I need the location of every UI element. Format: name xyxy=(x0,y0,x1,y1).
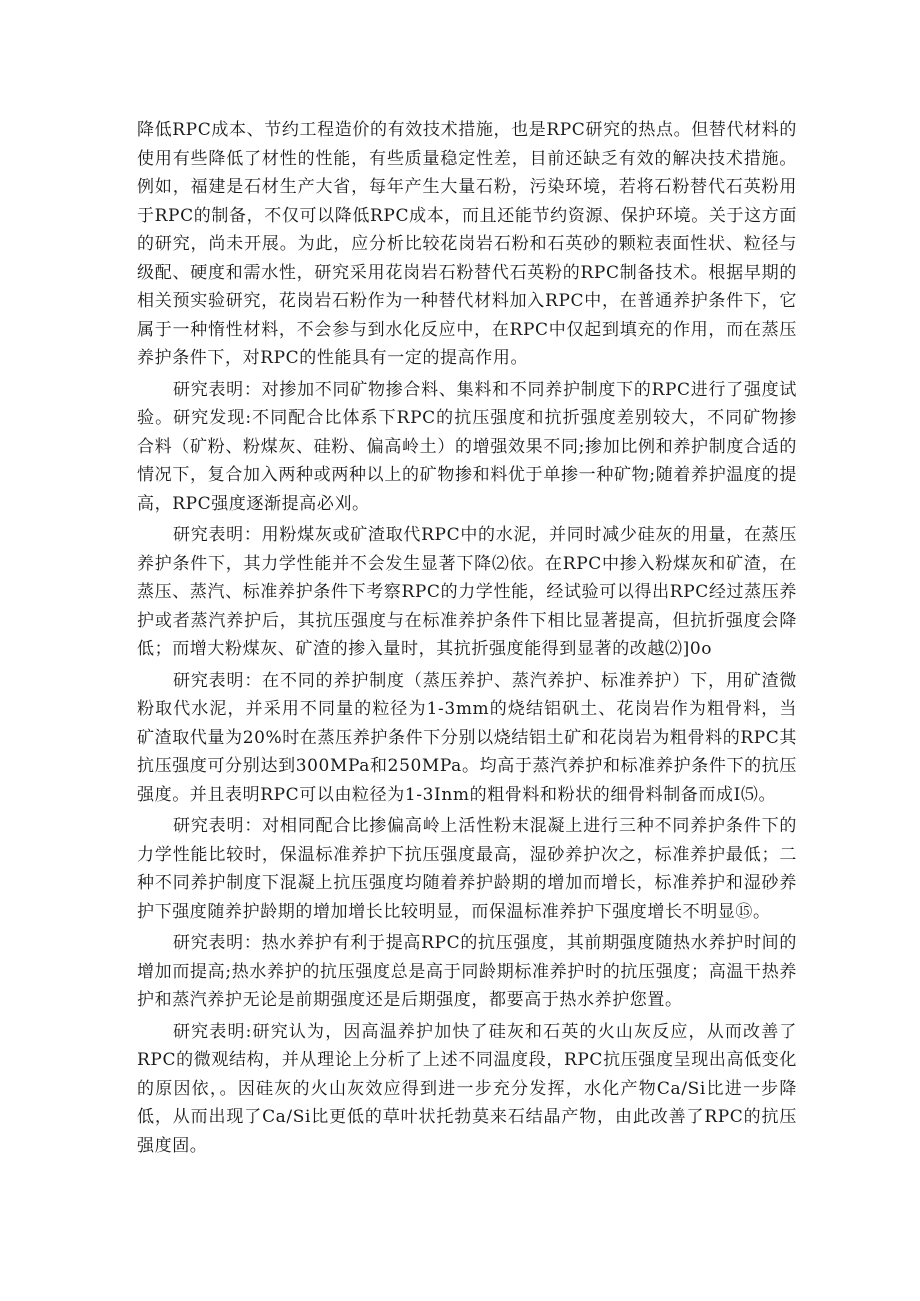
paragraph-4: 研究表明：在不同的养护制度（蒸压养护、蒸汽养护、标准养护）下，用矿渣微粉取代水泥，并采用不同量的粒径为1-3mm的烧结铝矾土、花岗岩作为粗骨料，当矿渣取代量为20%时在蒸压养护条件下分别以烧结铝土矿和花岗岩为粗骨料的RPC其抗压强度可分别达到300MPa和250MPa。均高于蒸汽养护和标准养护条件下的抗压强度。并且表明RPC可以由粒径为1-3Inm的粗骨料和粉状的细骨料制备而成I⑸。 xyxy=(137,670,797,805)
paragraph-7: 研究表明:研究认为，因高温养护加快了硅灰和石英的火山灰反应，从而改善了RPC的微观结构，并从理论上分析了上述不同温度段，RPC抗压强度呈现出高低变化的原因依，。因硅灰的火山灰效应得到进一步充分发挥，水化产物Ca/Si比进一步降低，从而出现了Ca/Si比更低的草叶状托勃莫来石结晶产物，由此改善了RPC的抗压强度固。 xyxy=(137,1021,797,1156)
paragraph-1: 降低RPC成本、节约工程造价的有效技术措施，也是RPC研究的热点。但替代材料的使用有些降低了材性的性能，有些质量稳定性差，目前还缺乏有效的解决技术措施。例如，福建是石材生产大省，每年产生大量石粉，污染环境，若将石粉替代石英粉用于RPC的制备，不仅可以降低RPC成本，而且还能节约资源、保护环境。关于这方面的研究，尚未开展。为此，应分析比较花岗岩石粉和石英砂的颗粒表面性状、粒径与级配、硬度和需水性，研究采用花岗岩石粉替代石英粉的RPC制备技术。根据早期的相关预实验研究，花岗岩石粉作为一种替代材料加入RPC中，在普通养护条件下，它属于一种惰性材料，不会参与到水化反应中，在RPC中仅起到填充的作用，而在蒸压养护条件下，对RPC的性能具有一定的提高作用。 xyxy=(137,120,797,368)
document-body xyxy=(137,116,797,1163)
paragraph-3: 研究表明：用粉煤灰或矿渣取代RPC中的水泥，并同时减少硅灰的用量，在蒸压养护条件下，其力学性能并不会发生显著下降⑵依。在RPC中掺入粉煤灰和矿渣，在蒸压、蒸汽、标准养护条件下考察RPC的力学性能，经试验可以得出RPC经过蒸压养护或者蒸汽养护后，其抗压强度与在标准养护条件下相比显著提高，但抗折强度会降低；而增大粉煤灰、矿渣的掺入量时，其抗折强度能得到显著的改越⑵]0o xyxy=(137,525,797,659)
paragraph-6: 研究表明：热水养护有利于提高RPC的抗压强度，其前期强度随热水养护时间的增加而提高;热水养护的抗压强度总是高于同龄期标准养护时的抗压强度；高温干热养护和蒸汽养护无论是前期强度还是后期强度，都要高于热水养护您置。 xyxy=(137,933,797,1010)
paragraph-2: 研究表明：对掺加不同矿物掺合料、集料和不同养护制度下的RPC进行了强度试验。研究发现:不同配合比体系下RPC的抗压强度和抗折强度差别较大，不同矿物掺合料（矿粉、粉煤灰、硅粉、偏高岭土）的增强效果不同;掺加比例和养护制度合适的情况下，复合加入两种或两种以上的矿物掺和料优于单掺一种矿物;随着养护温度的提高，RPC强度逐渐提高必刈。 xyxy=(137,379,797,514)
paragraph-5: 研究表明：对相同配合比掺偏高岭上活性粉末混凝上进行三种不同养护条件下的力学性能比较时，保温标准养护下抗压强度最高，湿砂养护次之，标准养护最低；二种不同养护制度下混凝上抗压强度均随着养护龄期的增加而增长，标准养护和湿砂养护下强度随养护龄期的增加增长比较明显，而保温标准养护下强度增长不明显⑮。 xyxy=(137,816,797,922)
